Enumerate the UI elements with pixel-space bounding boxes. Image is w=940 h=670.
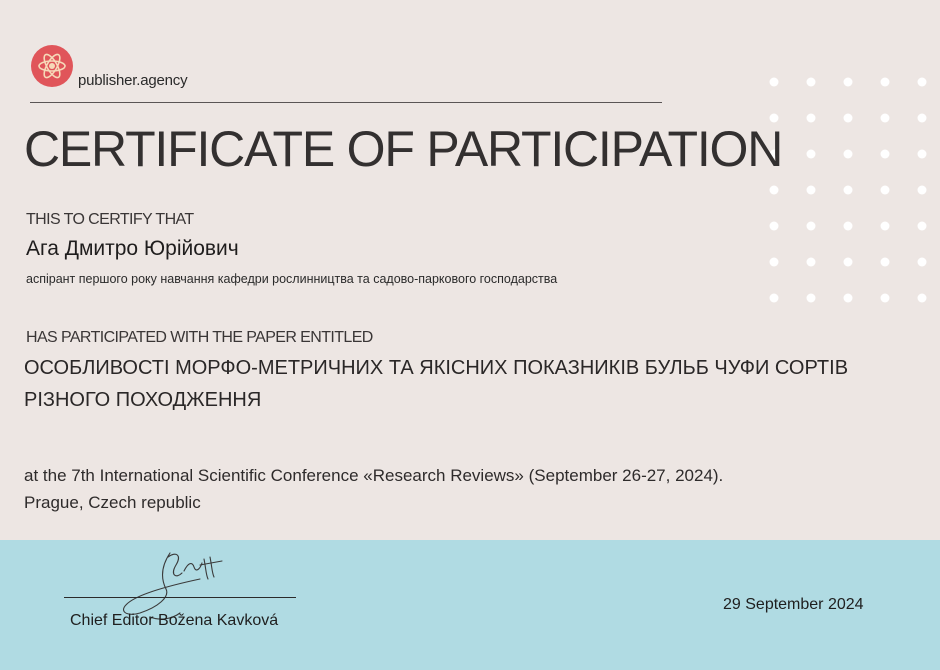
participated-label: HAS PARTICIPATED WITH THE PAPER ENTITLED	[26, 329, 373, 346]
atom-icon	[30, 44, 74, 88]
conference-location: Prague, Czech republic	[24, 493, 201, 512]
paper-title-line-2: РІЗНОГО ПОХОДЖЕННЯ	[24, 389, 262, 411]
certificate-title: CERTIFICATE OF PARTICIPATION	[24, 121, 783, 177]
header-divider	[30, 102, 662, 103]
dot-grid-decoration	[762, 70, 932, 310]
recipient-name: Ага Дмитро Юрійович	[26, 237, 239, 260]
brand-name: publisher.agency	[78, 72, 188, 89]
signatory-name: Chief Editor Božena Kavková	[70, 612, 279, 629]
certify-label: THIS TO CERTIFY THAT	[26, 211, 194, 228]
recipient-position: аспірант першого року навчання кафедри рослинництва та садово-паркового господарства	[26, 272, 558, 286]
conference-line-1: at the 7th International Scientific Conference «Research Reviews» (September 26-27, 2024).	[24, 466, 724, 485]
signature-line	[64, 597, 296, 598]
issue-date: 29 September 2024	[723, 596, 864, 613]
conference-info	[24, 462, 904, 516]
paper-title	[24, 352, 904, 416]
paper-title-line-1: ОСОБЛИВОСТІ МОРФО-МЕТРИЧНИХ ТА ЯКІСНИХ ПОКАЗНИКІВ БУЛЬБ ЧУФИ СОРТІВ	[24, 357, 849, 379]
